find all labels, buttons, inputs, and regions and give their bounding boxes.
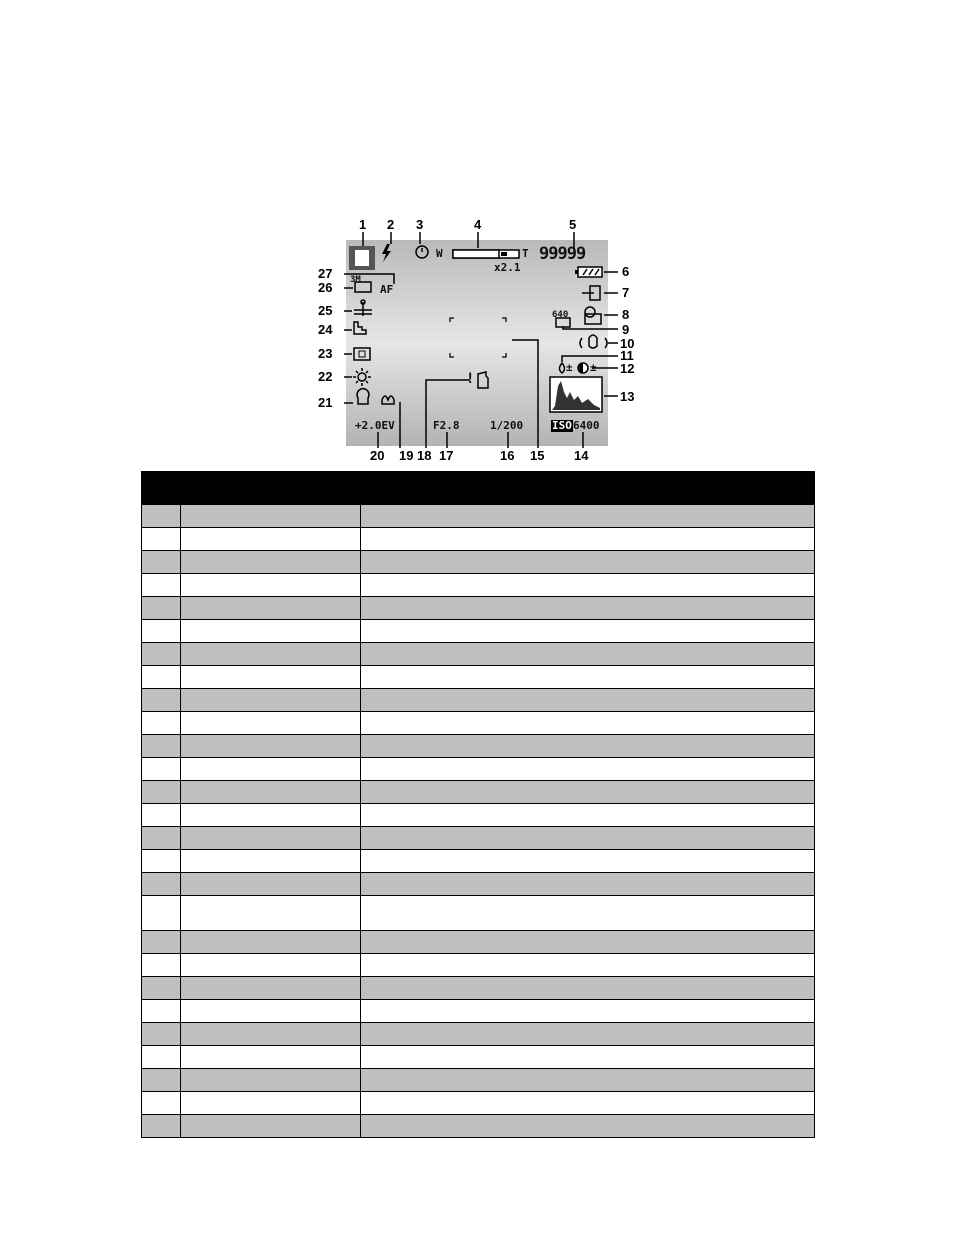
table-row	[141, 1115, 815, 1138]
callout-11: 11	[620, 348, 634, 363]
cell-description	[360, 643, 815, 665]
mode-letter: P	[357, 250, 364, 263]
table-row	[141, 1092, 815, 1115]
cell-number	[141, 1092, 180, 1114]
cell-description	[360, 597, 815, 619]
cell-item	[180, 758, 360, 780]
cell-description	[360, 689, 815, 711]
cell-number	[141, 896, 180, 930]
table-row	[141, 643, 815, 666]
battery-icon	[578, 267, 602, 277]
cell-item	[180, 781, 360, 803]
cell-description	[360, 850, 815, 872]
cell-number	[141, 1000, 180, 1022]
cell-description	[360, 505, 815, 527]
callout-13: 13	[620, 389, 635, 404]
callout-8: 8	[622, 307, 630, 322]
cell-item	[180, 1115, 360, 1137]
cell-item	[180, 1000, 360, 1022]
aperture-value: F2.8	[433, 419, 460, 432]
cell-description	[360, 931, 815, 953]
shutter-value: 1/200	[490, 419, 524, 432]
callout-12: 12	[620, 361, 635, 376]
cell-description	[360, 1000, 815, 1022]
contrast-value: ±	[590, 361, 597, 374]
cell-item	[180, 977, 360, 999]
cell-description	[360, 977, 815, 999]
callout-27: 27	[318, 266, 333, 281]
callout-6: 6	[622, 264, 630, 279]
table-row	[141, 1046, 815, 1069]
callout-7: 7	[622, 285, 630, 300]
cell-description	[360, 896, 815, 930]
cell-description	[360, 528, 815, 550]
cell-item	[180, 954, 360, 976]
callout-23: 23	[318, 346, 333, 361]
cell-description	[360, 873, 815, 895]
cell-description	[360, 1023, 815, 1045]
callout-24: 24	[318, 322, 333, 337]
callout-1: 1	[359, 217, 367, 232]
cell-item	[180, 574, 360, 596]
callout-3: 3	[416, 217, 424, 232]
table-row	[141, 931, 815, 954]
cell-item	[180, 597, 360, 619]
saturation-value: ±	[566, 361, 573, 374]
table-row	[141, 896, 815, 931]
cell-description	[360, 712, 815, 734]
cell-description	[360, 1069, 815, 1091]
table-row	[141, 689, 815, 712]
cell-item	[180, 1046, 360, 1068]
table-row	[141, 505, 815, 528]
table-row	[141, 804, 815, 827]
callout-9: 9	[622, 322, 630, 337]
table-row	[141, 1069, 815, 1092]
cell-number	[141, 1023, 180, 1045]
shake-warning: !	[466, 371, 475, 387]
cell-number	[141, 873, 180, 895]
image-size-label: 3M	[350, 275, 361, 285]
table-row	[141, 528, 815, 551]
table-row	[141, 758, 815, 781]
cell-number	[141, 551, 180, 573]
cell-description	[360, 574, 815, 596]
cell-number	[141, 758, 180, 780]
cell-item	[180, 896, 360, 930]
callout-4: 4	[474, 217, 482, 232]
cell-number	[141, 804, 180, 826]
cell-description	[360, 551, 815, 573]
callout-16: 16	[500, 448, 515, 463]
indicator-table	[141, 471, 815, 1138]
iso-value: 6400	[573, 419, 600, 432]
cell-number	[141, 689, 180, 711]
callout-19: 19	[399, 448, 414, 463]
callout-18: 18	[417, 448, 432, 463]
lcd-diagram	[300, 210, 660, 470]
cell-item	[180, 666, 360, 688]
movie-size-label: 640	[552, 310, 569, 320]
table-row	[141, 977, 815, 1000]
cell-item	[180, 689, 360, 711]
cell-description	[360, 735, 815, 757]
exposure-value: +2.0EV	[355, 419, 395, 432]
callout-25: 25	[318, 303, 333, 318]
callout-22: 22	[318, 369, 333, 384]
table-row	[141, 551, 815, 574]
cell-item	[180, 850, 360, 872]
cell-number	[141, 850, 180, 872]
cell-number	[141, 931, 180, 953]
table-header	[141, 471, 815, 505]
callout-14: 14	[574, 448, 589, 463]
cell-description	[360, 1115, 815, 1137]
cell-description	[360, 804, 815, 826]
cell-number	[141, 620, 180, 642]
cell-description	[360, 1092, 815, 1114]
cell-item	[180, 804, 360, 826]
cell-item	[180, 827, 360, 849]
cell-number	[141, 528, 180, 550]
cell-item	[180, 643, 360, 665]
table-row	[141, 597, 815, 620]
cell-item	[180, 712, 360, 734]
cell-description	[360, 954, 815, 976]
cell-item	[180, 551, 360, 573]
table-row	[141, 781, 815, 804]
callout-17: 17	[439, 448, 454, 463]
face-detect-label: AF	[380, 283, 394, 296]
lcd-drawing	[300, 210, 660, 470]
table-row	[141, 1000, 815, 1023]
cell-number	[141, 574, 180, 596]
lcd-screen	[346, 240, 608, 446]
callout-20: 20	[370, 448, 385, 463]
cell-number	[141, 505, 180, 527]
callout-21: 21	[318, 395, 333, 410]
cell-number	[141, 1069, 180, 1091]
cell-description	[360, 666, 815, 688]
table-row	[141, 954, 815, 977]
cell-item	[180, 735, 360, 757]
table-row	[141, 873, 815, 896]
cell-number	[141, 1046, 180, 1068]
cell-number	[141, 735, 180, 757]
table-row	[141, 827, 815, 850]
shots-remaining: 99999	[539, 244, 586, 264]
cell-description	[360, 1046, 815, 1068]
table-row	[141, 712, 815, 735]
cell-number	[141, 712, 180, 734]
callout-2: 2	[387, 217, 395, 232]
cell-number	[141, 643, 180, 665]
table-row	[141, 620, 815, 643]
zoom-ratio: x2.1	[494, 261, 521, 274]
zoom-tele-label: T	[522, 247, 529, 260]
cell-number	[141, 827, 180, 849]
cell-item	[180, 873, 360, 895]
cell-number	[141, 1115, 180, 1137]
cell-description	[360, 620, 815, 642]
cell-item	[180, 1092, 360, 1114]
table-row	[141, 574, 815, 597]
cell-description	[360, 827, 815, 849]
table-body	[141, 505, 815, 1138]
cell-number	[141, 954, 180, 976]
callout-15: 15	[530, 448, 545, 463]
table-row	[141, 850, 815, 873]
cell-number	[141, 597, 180, 619]
cell-item	[180, 1023, 360, 1045]
cell-description	[360, 781, 815, 803]
cell-number	[141, 977, 180, 999]
table-row	[141, 666, 815, 689]
table-row	[141, 735, 815, 758]
callout-10: 10	[620, 336, 635, 351]
cell-item	[180, 1069, 360, 1091]
callout-5: 5	[569, 217, 577, 232]
callout-26: 26	[318, 280, 333, 295]
cell-item	[180, 931, 360, 953]
iso-label: ISO	[552, 419, 572, 432]
cell-number	[141, 666, 180, 688]
cell-item	[180, 505, 360, 527]
cell-description	[360, 758, 815, 780]
cell-number	[141, 781, 180, 803]
table-row	[141, 1023, 815, 1046]
cell-item	[180, 528, 360, 550]
zoom-wide-label: W	[436, 247, 443, 260]
cell-item	[180, 620, 360, 642]
